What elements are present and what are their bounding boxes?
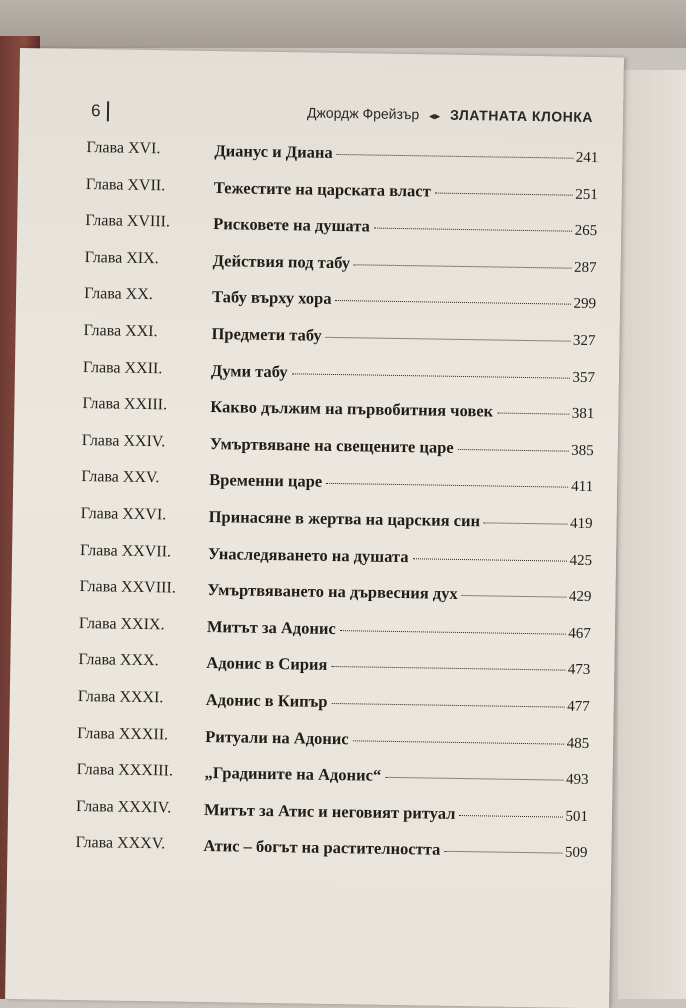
page-reference: 299 bbox=[573, 296, 597, 313]
toc-row bbox=[11, 614, 615, 647]
page-reference: 241 bbox=[575, 149, 599, 167]
chapter-entry bbox=[214, 178, 598, 204]
page-reference: 357 bbox=[572, 369, 596, 386]
chapter-entry bbox=[213, 251, 597, 277]
dot-leader bbox=[413, 558, 567, 561]
chapter-label: Глава XXIX. bbox=[78, 614, 165, 634]
chapter-title: Умъртвяването на дървесния дух bbox=[207, 580, 458, 604]
page-reference: 381 bbox=[571, 405, 595, 423]
page-reference: 493 bbox=[565, 771, 589, 789]
chapter-entry bbox=[212, 287, 596, 313]
dot-leader bbox=[497, 413, 569, 415]
dot-leader bbox=[332, 703, 565, 708]
next-page-edge bbox=[618, 70, 686, 999]
chapter-title: Принасяне в жертва на царския син bbox=[208, 507, 481, 531]
toc-row bbox=[18, 175, 622, 208]
chapter-entry bbox=[209, 470, 593, 496]
chapter-title: Дианус и Диана bbox=[214, 141, 333, 162]
chapter-entry bbox=[210, 397, 594, 423]
chapter-label: Глава XXX. bbox=[78, 651, 159, 670]
chapter-label: Глава XXI. bbox=[83, 322, 158, 341]
chapter-title: Табу върху хора bbox=[211, 287, 332, 309]
dot-leader bbox=[374, 228, 572, 232]
page-header bbox=[19, 100, 623, 139]
chapter-entry bbox=[207, 580, 591, 606]
page-reference: 251 bbox=[575, 186, 598, 203]
chapter-title: Умъртвяване на свещените царе bbox=[209, 433, 454, 457]
toc-row bbox=[14, 431, 618, 464]
chapter-label: Глава XXXIII. bbox=[76, 761, 174, 780]
chapter-title: Атис – богът на растителността bbox=[203, 836, 441, 860]
chapter-label: Глава XVII. bbox=[85, 175, 166, 194]
chapter-title: Действия под табу bbox=[212, 250, 351, 273]
chapter-entry bbox=[214, 141, 598, 167]
page-reference: 419 bbox=[569, 515, 593, 533]
author-name: Джордж Фрейзър bbox=[306, 104, 420, 123]
chapter-entry bbox=[203, 836, 587, 862]
toc-row bbox=[15, 321, 619, 354]
dot-leader bbox=[444, 851, 562, 854]
dot-leader bbox=[326, 483, 568, 488]
chapter-label: Глава XXV. bbox=[81, 468, 160, 487]
toc-row bbox=[7, 833, 611, 866]
toc-row bbox=[9, 724, 613, 757]
toc-row bbox=[13, 467, 617, 500]
dot-leader bbox=[353, 740, 564, 744]
chapter-entry bbox=[204, 763, 588, 789]
toc-row bbox=[15, 358, 619, 391]
page-reference: 385 bbox=[571, 442, 594, 459]
toc-row bbox=[14, 394, 618, 427]
chapter-entry bbox=[210, 434, 594, 460]
chapter-title: Митът за Адонис bbox=[206, 616, 336, 638]
chapter-title: Митът за Атис и неговият ритуал bbox=[203, 799, 456, 823]
book-background bbox=[0, 0, 686, 48]
page-reference: 467 bbox=[568, 625, 591, 642]
dot-leader bbox=[385, 777, 563, 781]
page-reference: 485 bbox=[566, 735, 590, 752]
toc-row bbox=[10, 687, 614, 720]
chapter-entry bbox=[211, 361, 595, 387]
chapter-entry bbox=[206, 653, 590, 679]
page-reference: 509 bbox=[564, 845, 588, 862]
toc-row bbox=[8, 797, 612, 830]
chapter-title: „Градините на Адонис“ bbox=[204, 763, 382, 785]
chapter-label: Глава XXIII. bbox=[82, 395, 168, 414]
dot-leader bbox=[337, 154, 573, 159]
toc-row bbox=[18, 138, 622, 171]
page-reference: 265 bbox=[574, 222, 598, 240]
dot-leader bbox=[340, 630, 566, 635]
toc-row bbox=[12, 504, 616, 537]
chapter-label: Глава XIX. bbox=[84, 248, 159, 268]
table-of-contents bbox=[19, 138, 623, 862]
toc-row bbox=[8, 760, 612, 793]
chapter-title: Тежестите на царската власт bbox=[213, 177, 431, 201]
chapter-title: Адонис в Кипър bbox=[205, 689, 328, 711]
chapter-label: Глава XXVIII. bbox=[79, 578, 176, 597]
chapter-title: Думи табу bbox=[210, 360, 288, 381]
toc-row bbox=[12, 541, 616, 574]
dot-leader bbox=[326, 337, 570, 342]
chapter-title: Временни царе bbox=[209, 470, 323, 492]
page-reference: 429 bbox=[568, 588, 592, 606]
chapter-label: Глава XXIV. bbox=[81, 431, 166, 451]
dot-leader bbox=[462, 595, 566, 598]
chapter-entry bbox=[204, 800, 588, 826]
chapter-label: Глава XXVI. bbox=[80, 505, 167, 524]
chapter-title: Ритуали на Адонис bbox=[205, 726, 349, 748]
dot-leader bbox=[331, 666, 564, 671]
page-number: 6 bbox=[90, 101, 101, 121]
dot-leader bbox=[335, 300, 570, 305]
dot-leader bbox=[484, 522, 567, 524]
page-reference: 501 bbox=[565, 808, 589, 825]
chapter-entry bbox=[208, 507, 592, 533]
chapter-label: Глава XXXII. bbox=[77, 724, 169, 744]
page-reference: 287 bbox=[573, 259, 597, 276]
page-reference: 425 bbox=[569, 552, 593, 569]
toc-row bbox=[16, 248, 620, 281]
book-page bbox=[5, 48, 624, 1008]
chapter-title: Рисковете на душата bbox=[213, 214, 371, 236]
page-reference: 327 bbox=[572, 332, 596, 350]
toc-row bbox=[17, 211, 621, 244]
page-reference: 411 bbox=[571, 479, 594, 496]
dot-leader bbox=[458, 449, 569, 452]
page-reference: 473 bbox=[567, 662, 591, 679]
chapter-label: Глава XVIII. bbox=[85, 212, 171, 231]
header-separator-icon: ◂▸ bbox=[429, 110, 441, 123]
chapter-entry bbox=[207, 617, 591, 643]
chapter-label: Глава XXII. bbox=[82, 358, 163, 377]
chapter-label: Глава XXXV. bbox=[75, 834, 166, 853]
chapter-entry bbox=[205, 727, 589, 753]
chapter-title: Адонис в Сирия bbox=[206, 653, 328, 675]
dot-leader bbox=[459, 815, 562, 818]
toc-row bbox=[16, 284, 620, 317]
page-reference: 477 bbox=[567, 698, 590, 716]
running-head bbox=[307, 105, 593, 125]
page-number-divider bbox=[107, 101, 109, 121]
chapter-title: Предмети табу bbox=[211, 324, 322, 345]
chapter-label: Глава XX. bbox=[84, 285, 153, 304]
toc-row bbox=[11, 577, 615, 610]
chapter-label: Глава XXXIV. bbox=[75, 797, 172, 817]
book-title: ЗЛАТНАТА КЛОНКА bbox=[449, 106, 594, 126]
chapter-entry bbox=[213, 214, 597, 240]
chapter-label: Глава XXXI. bbox=[77, 687, 164, 707]
dot-leader bbox=[354, 264, 571, 268]
chapter-title: Унаследяването на душата bbox=[207, 543, 409, 566]
chapter-entry bbox=[206, 690, 590, 716]
chapter-entry bbox=[208, 544, 592, 570]
chapter-label: Глава XVI. bbox=[86, 139, 161, 158]
toc-row bbox=[10, 650, 614, 683]
chapter-title: Какво дължим на първобитния човек bbox=[210, 397, 494, 421]
dot-leader bbox=[435, 192, 572, 195]
chapter-label: Глава XXVII. bbox=[79, 541, 172, 561]
dot-leader bbox=[292, 373, 570, 378]
chapter-entry bbox=[211, 324, 595, 350]
